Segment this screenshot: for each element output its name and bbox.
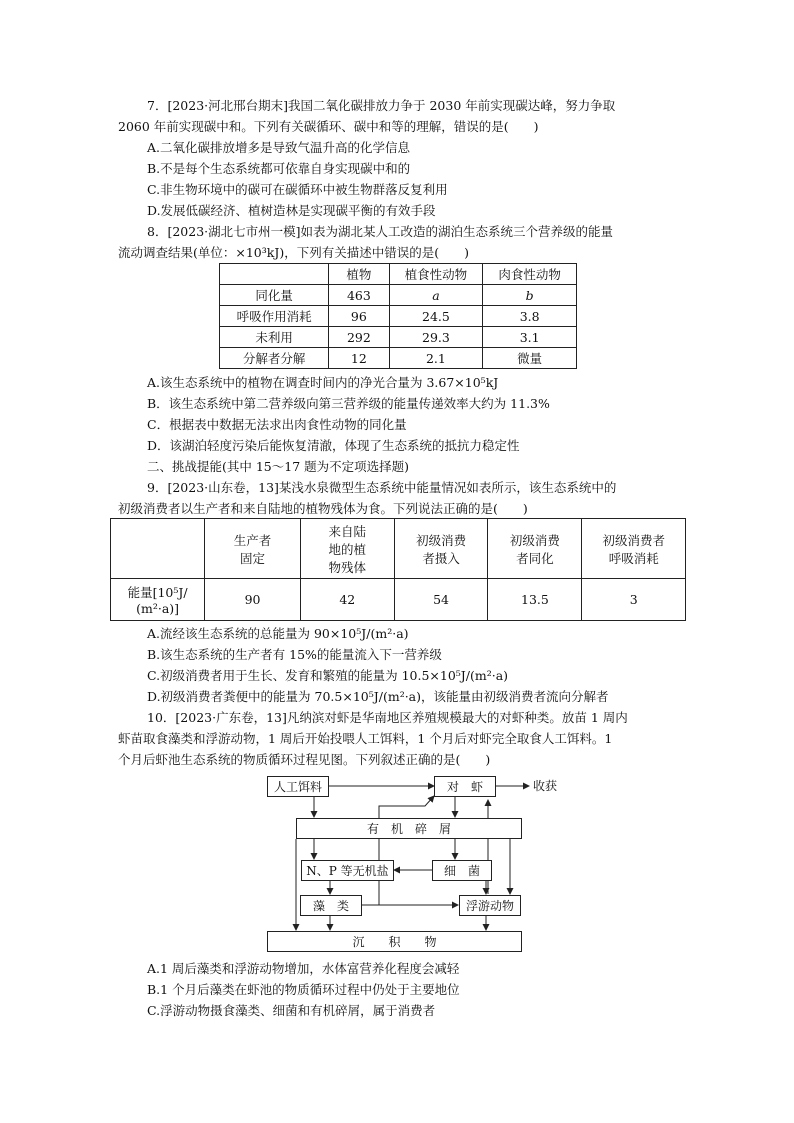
q8-header-carnivore: 肉食性动物 [483, 264, 577, 285]
q10-line2: 虾苗取食藻类和浮游动物，1 周后开始投喂人工饵料，1 个月后对虾完全取食人工饵料。1 [118, 731, 613, 746]
q8-option-b: B．该生态系统中第二营养级向第三营养级的能量传递效率大约为 11.3% [147, 396, 550, 411]
q8-cell: 同化量 [220, 285, 329, 306]
arrow-algae-to-shrimp [379, 796, 434, 905]
q8-line1: 8．[2023·湖北七市州一模]如表为湖北某人工改造的湖泊生态系统三个营养级的能量 [147, 224, 613, 239]
box-organic-detritus: 有 机 碎 屑 [296, 818, 522, 839]
q7-option-c: C.非生物环境中的碳可在碳循环中被生物群落反复利用 [147, 182, 448, 197]
q8-cell: 24.5 [389, 306, 483, 327]
q7-option-d: D.发展低碳经济、植树造林是实现碳平衡的有效手段 [147, 203, 436, 218]
q8-option-a: A.该生态系统中的植物在调查时间内的净光合量为 3.67×10⁵kJ [147, 375, 499, 390]
q9-header-intake: 初级消费 者摄入 [394, 519, 488, 579]
q10-option-b: B.1 个月后藻类在虾池的物质循环过程中仍处于主要地位 [147, 982, 460, 997]
q7-line2: 2060 年前实现碳中和。下列有关碳循环、碳中和等的理解，错误的是( ) [118, 119, 539, 134]
q8-cell: 463 [329, 285, 389, 306]
q9-cell: 90 [205, 579, 301, 621]
q9-line2: 初级消费者以生产者和来自陆地的植物残体为食。下列说法正确的是( ) [118, 501, 528, 516]
q7-option-a: A.二氧化碳排放增多是导致气温升高的化学信息 [147, 140, 411, 155]
q9-header-assimilation: 初级消费 者同化 [488, 519, 582, 579]
box-bacteria: 细 菌 [432, 860, 492, 881]
q8-cell: 未利用 [220, 327, 329, 348]
q8-cell: 2.1 [389, 348, 483, 369]
q8-cell: 3.1 [483, 327, 577, 348]
q9-option-b: B.该生态系统的生产者有 15%的能量流入下一营养级 [147, 647, 442, 662]
q8-cell: 呼吸作用消耗 [220, 306, 329, 327]
q8-option-c: C．根据表中数据无法求出肉食性动物的同化量 [147, 417, 407, 432]
q8-cell: 3.8 [483, 306, 577, 327]
q9-header-producer: 生产者 固定 [205, 519, 301, 579]
box-artificial-feed: 人工饵料 [267, 776, 329, 797]
section-heading: 二、挑战提能(其中 15～17 题为不定项选择题) [147, 459, 410, 474]
q8-option-d: D．该湖泊轻度污染后能恢复清澈，体现了生态系统的抵抗力稳定性 [147, 438, 520, 453]
q9-cell: 42 [300, 579, 394, 621]
box-shrimp: 对 虾 [434, 776, 496, 797]
q10-option-a: A.1 周后藻类和浮游动物增加，水体富营养化程度会减轻 [147, 961, 460, 976]
q9-header-land-plant: 来自陆 地的植 物残体 [300, 519, 394, 579]
q9-option-a: A.流经该生态系统的总能量为 90×10⁵J/(m²·a) [147, 626, 409, 641]
q7-line1: 7．[2023·河北邢台期末]我国二氧化碳排放力争于 2030 年前实现碳达峰，努力争取 [147, 98, 616, 113]
q8-cell: 292 [329, 327, 389, 348]
q7-option-b: B.不是每个生态系统都可依靠自身实现碳中和的 [147, 161, 411, 176]
q8-cell: 29.3 [389, 327, 483, 348]
q9-cell: 54 [394, 579, 488, 621]
q9-option-d: D.初级消费者粪便中的能量为 70.5×10⁵J/(m²·a)，该能量由初级消费者流向分解者 [147, 689, 609, 704]
q8-header-plant: 植物 [329, 264, 389, 285]
q9-header-respiration: 初级消费者 呼吸消耗 [582, 519, 686, 579]
q9-row-label: 能量[10⁵J/ (m²·a)] [111, 579, 205, 621]
box-inorganic-salts: N、P 等无机盐 [301, 860, 394, 881]
q8-cell: b [483, 285, 577, 306]
q9-cell: 3 [582, 579, 686, 621]
q10-line1: 10．[2023·广东卷，13]凡纳滨对虾是华南地区养殖规模最大的对虾种类。放苗 1 周内 [147, 710, 628, 725]
box-algae: 藻 类 [300, 895, 362, 916]
q8-cell: a [389, 285, 483, 306]
q9-option-c: C.初级消费者用于生长、发育和繁殖的能量为 10.5×10⁵J/(m²·a) [147, 668, 509, 683]
box-zooplankton: 浮游动物 [459, 895, 521, 916]
q10-option-c: C.浮游动物摄食藻类、细菌和有机碎屑，属于消费者 [147, 1003, 436, 1018]
q8-cell: 12 [329, 348, 389, 369]
q8-cell: 微量 [483, 348, 577, 369]
q8-cell: 96 [329, 306, 389, 327]
q9-cell: 13.5 [488, 579, 582, 621]
box-sediment: 沉 积 物 [267, 931, 522, 952]
q8-header-herbivore: 植食性动物 [389, 264, 483, 285]
q8-line2: 流动调查结果(单位：×10³kJ)，下列有关描述中错误的是( ) [118, 245, 469, 260]
q9-line1: 9．[2023·山东卷，13]某浅水泉微型生态系统中能量情况如表所示，该生态系统中的 [147, 480, 617, 495]
q10-line3: 个月后虾池生态系统的物质循环过程见图。下列叙述正确的是( ) [118, 752, 491, 767]
q8-cell: 分解者分解 [220, 348, 329, 369]
label-harvest: 收获 [533, 779, 558, 793]
